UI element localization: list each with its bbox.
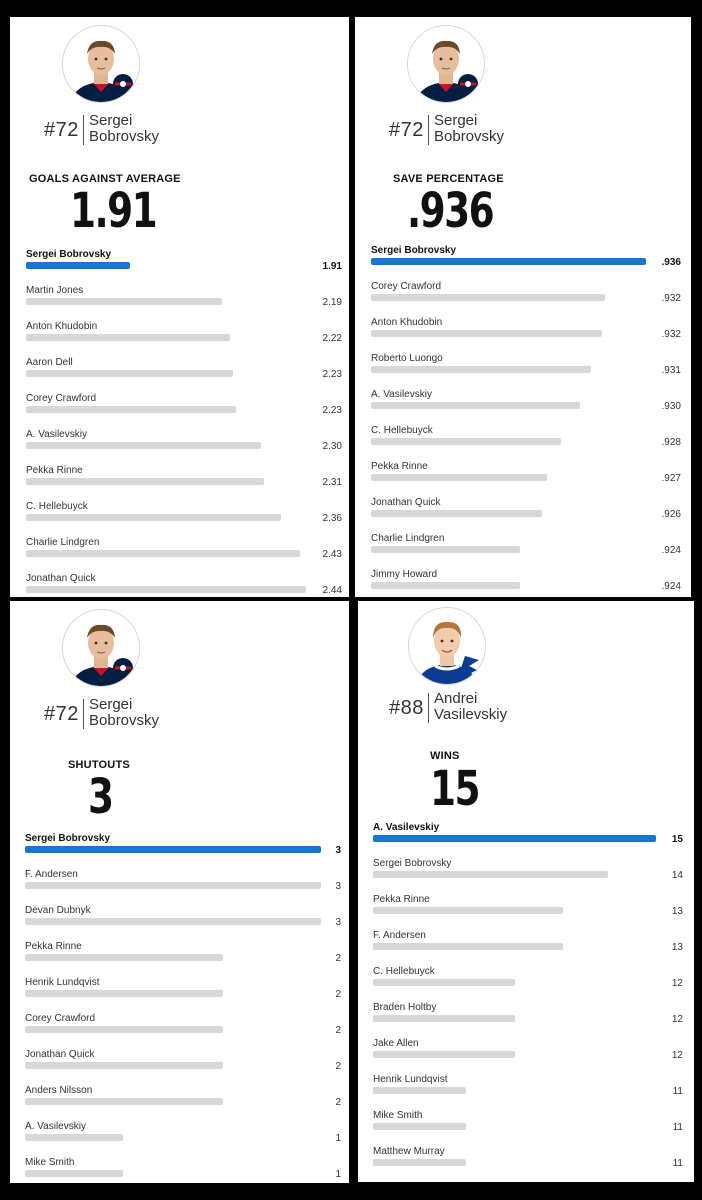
player-label: A. Vasilevskiy [25,1121,86,1132]
gaa-panel [10,17,349,597]
leaderboard-row [373,930,683,966]
player-avatar [62,25,140,103]
player-label: Matthew Murray [373,1146,445,1157]
stat-value-label: 2.23 [322,369,342,380]
leaderboard [373,822,683,1182]
stat-bar [26,442,261,449]
stat-value-label: 1.91 [322,261,342,272]
stat-bar [373,979,515,986]
player-label: Corey Crawford [371,281,442,292]
leaderboard [26,249,342,597]
leaderboard-row [371,461,681,497]
leaderboard-row [26,537,342,573]
stat-bar [373,871,608,878]
player-avatar [62,609,140,687]
player-label: Henrik Lundqvist [373,1074,448,1085]
stat-value-label: .936 [661,257,681,268]
leaderboard-row [26,465,342,501]
stat-value-label: 2 [335,1097,341,1108]
stat-bar [371,474,547,481]
player-label: Martin Jones [26,285,84,296]
stat-value-label: 11 [672,1122,683,1133]
stat-bar [25,1170,123,1177]
leader-bar [26,262,130,269]
stat-bar [25,1134,123,1141]
leaderboard-row [373,1038,683,1074]
stat-bar [373,1051,515,1058]
stat-value-label: 13 [671,906,683,917]
player-label: C. Hellebuyck [26,501,88,512]
stat-bar [371,366,591,373]
player-name [434,113,504,145]
stat-bar [373,1087,466,1094]
player-label: Anton Khudobin [371,317,443,328]
stat-value: 3 [88,769,113,825]
player-label: A. Vasilevskiy [373,822,440,833]
leaderboard-row [373,1110,683,1146]
stat-bar [373,1123,466,1130]
stat-value-label: 15 [671,834,683,845]
stat-value-label: 1 [335,1133,341,1144]
stat-value-label: 2 [335,953,341,964]
stat-bar [371,510,542,517]
player-label: Mike Smith [373,1110,423,1121]
leaderboard-row [25,1121,341,1157]
player-number: #72 [44,703,79,725]
stat-bar [371,546,520,553]
stat-value-label: 2.43 [322,549,342,560]
stat-value-label: 2 [335,1025,341,1036]
leaderboard-row [373,858,683,894]
stat-bar [371,438,561,445]
stat-value: .936 [407,183,494,239]
leaderboard-row [371,281,681,317]
player-label: Anders Nilsson [25,1085,93,1096]
stat-value-label: .932 [661,293,681,304]
player-label: Jimmy Howard [371,569,438,580]
leader-bar [25,846,321,853]
player-label: Devan Dubnyk [25,905,91,916]
stat-bar [25,990,223,997]
player-last-name: Bobrovsky [434,128,505,145]
leaderboard-row [371,569,681,597]
stat-value-label: .931 [661,365,681,376]
stat-bar [25,1026,223,1033]
player-label: A. Vasilevskiy [26,429,87,440]
player-label: Pekka Rinne [25,941,82,952]
player-first-name: Sergei [89,696,133,713]
player-label: Sergei Bobrovsky [373,858,452,869]
leaderboard-row [371,389,681,425]
name-divider [83,699,84,729]
stat-bar [371,582,520,589]
stat-bar [371,330,602,337]
leaderboard-row [25,1049,341,1085]
stat-value-label: .924 [661,581,681,592]
leaderboard-row [371,533,681,569]
name-divider [428,693,429,723]
leaderboard-row [25,869,341,905]
player-name [89,697,159,729]
player-photo-icon [408,26,484,102]
player-last-name: Vasilevskiy [434,706,508,723]
stat-title: SHUTOUTS [68,759,130,771]
leaderboard-row [26,429,342,465]
player-label: Roberto Luongo [371,353,443,364]
stat-value-label: 12 [671,1014,683,1025]
leaderboard-row [371,497,681,533]
player-first-name: Andrei [434,690,478,707]
player-label: Pekka Rinne [26,465,83,476]
leaderboard-row [373,1146,683,1182]
leaderboard-row [25,977,341,1013]
stat-bar [26,478,264,485]
player-label: F. Andersen [25,869,78,880]
player-label: Corey Crawford [25,1013,96,1024]
player-first-name: Sergei [89,112,133,129]
stat-value-label: .932 [661,329,681,340]
stat-value-label: 2.31 [322,477,342,488]
stat-bar [25,1062,223,1069]
save-percentage-panel [355,17,691,597]
stat-value-label: .928 [661,437,681,448]
stat-value-label: 2.44 [322,585,342,596]
stat-title: SAVE PERCENTAGE [393,173,504,185]
stat-bar [25,954,223,961]
leaderboard-row [373,894,683,930]
player-label: Pekka Rinne [371,461,428,472]
leaderboard-row [25,1085,341,1121]
player-label: Sergei Bobrovsky [26,249,112,260]
leaderboard-row [25,1157,341,1183]
leaderboard-row [26,501,342,537]
player-label: Anton Khudobin [26,321,98,332]
player-label: Sergei Bobrovsky [371,245,457,256]
stat-value-label: 3 [335,917,341,928]
player-first-name: Sergei [434,112,478,129]
leaderboard-row [373,1074,683,1110]
player-label: Pekka Rinne [373,894,430,905]
stat-value-label: 11 [672,1086,683,1097]
stat-bar [25,1098,223,1105]
stat-bar [26,406,236,413]
player-label: Charlie Lindgren [371,533,445,544]
leaderboard-row [25,905,341,941]
player-number: #72 [389,119,424,141]
stat-value: 1.91 [70,183,157,239]
leaderboard-row [26,573,342,597]
stat-bar [26,334,230,341]
leaderboard-row [373,966,683,1002]
player-label: F. Andersen [373,930,426,941]
leaderboard-row [26,321,342,357]
stat-value-label: .926 [661,509,681,520]
player-label: C. Hellebuyck [371,425,433,436]
stat-bar [26,514,281,521]
player-photo-icon [409,608,485,684]
leaderboard [371,245,681,597]
stat-value-label: 2.30 [322,441,342,452]
leaderboard-row [371,425,681,461]
stat-value-label: 2 [335,989,341,1000]
player-label: Jonathan Quick [26,573,96,584]
stat-bar [25,918,321,925]
stat-bar [373,1159,466,1166]
leaderboard-row [371,245,681,281]
wins-panel [358,601,694,1182]
stat-bar [26,550,300,557]
player-label: Sergei Bobrovsky [25,833,111,844]
stat-value-label: .924 [661,545,681,556]
stat-value-label: 2.19 [322,297,342,308]
leaderboard-row [25,1013,341,1049]
stat-value-label: .930 [661,401,681,412]
player-label: A. Vasilevskiy [371,389,432,400]
stat-value-label: 3 [335,845,341,856]
player-number: #72 [44,119,79,141]
leader-bar [371,258,646,265]
stat-bar [25,882,321,889]
stat-value-label: 2 [335,1061,341,1072]
stat-value-label: 14 [671,870,683,881]
player-label: Jake Allen [373,1038,419,1049]
stat-bar [26,370,233,377]
stat-value-label: 12 [671,978,683,989]
stat-value-label: 11 [672,1158,683,1169]
stat-value-label: 2.22 [322,333,342,344]
stat-bar [26,298,222,305]
leaderboard-row [26,357,342,393]
player-number: #88 [389,697,424,719]
player-label: Braden Holtby [373,1002,437,1013]
player-label: Charlie Lindgren [26,537,100,548]
leaderboard-row [26,249,342,285]
stat-value-label: 13 [671,942,683,953]
player-label: Aaron Dell [26,357,73,368]
name-divider [428,115,429,145]
leaderboard-row [26,285,342,321]
name-divider [83,115,84,145]
player-label: Jonathan Quick [371,497,441,508]
stat-title: GOALS AGAINST AVERAGE [29,173,181,185]
player-photo-icon [63,610,139,686]
leaderboard-row [371,353,681,389]
leaderboard-row [373,822,683,858]
stat-value-label: 3 [335,881,341,892]
stat-bar [371,402,580,409]
stat-value-label: .927 [661,473,681,484]
stat-value-label: 1 [335,1169,341,1180]
player-label: Jonathan Quick [25,1049,95,1060]
shutouts-panel [10,601,349,1183]
stat-bar [371,294,605,301]
stat-bar [26,586,306,593]
stat-value-label: 12 [671,1050,683,1061]
leaderboard-row [373,1002,683,1038]
player-last-name: Bobrovsky [89,128,160,145]
player-photo-icon [63,26,139,102]
player-label: Corey Crawford [26,393,97,404]
stat-bar [373,907,563,914]
stat-title: WINS [430,750,460,762]
leaderboard [25,833,341,1183]
stat-bar [373,1015,515,1022]
player-label: Mike Smith [25,1157,75,1168]
stat-value: 15 [430,761,479,817]
stat-bar [373,943,563,950]
leaderboard-row [25,941,341,977]
leaderboard-row [25,833,341,869]
player-avatar [408,607,486,685]
leader-bar [373,835,656,842]
player-label: Henrik Lundqvist [25,977,100,988]
player-name [434,691,507,723]
leaderboard-row [371,317,681,353]
player-last-name: Bobrovsky [89,712,160,729]
player-avatar [407,25,485,103]
player-label: C. Hellebuyck [373,966,435,977]
leaderboard-row [26,393,342,429]
stat-value-label: 2.36 [322,513,342,524]
stat-value-label: 2.23 [322,405,342,416]
player-name [89,113,159,145]
